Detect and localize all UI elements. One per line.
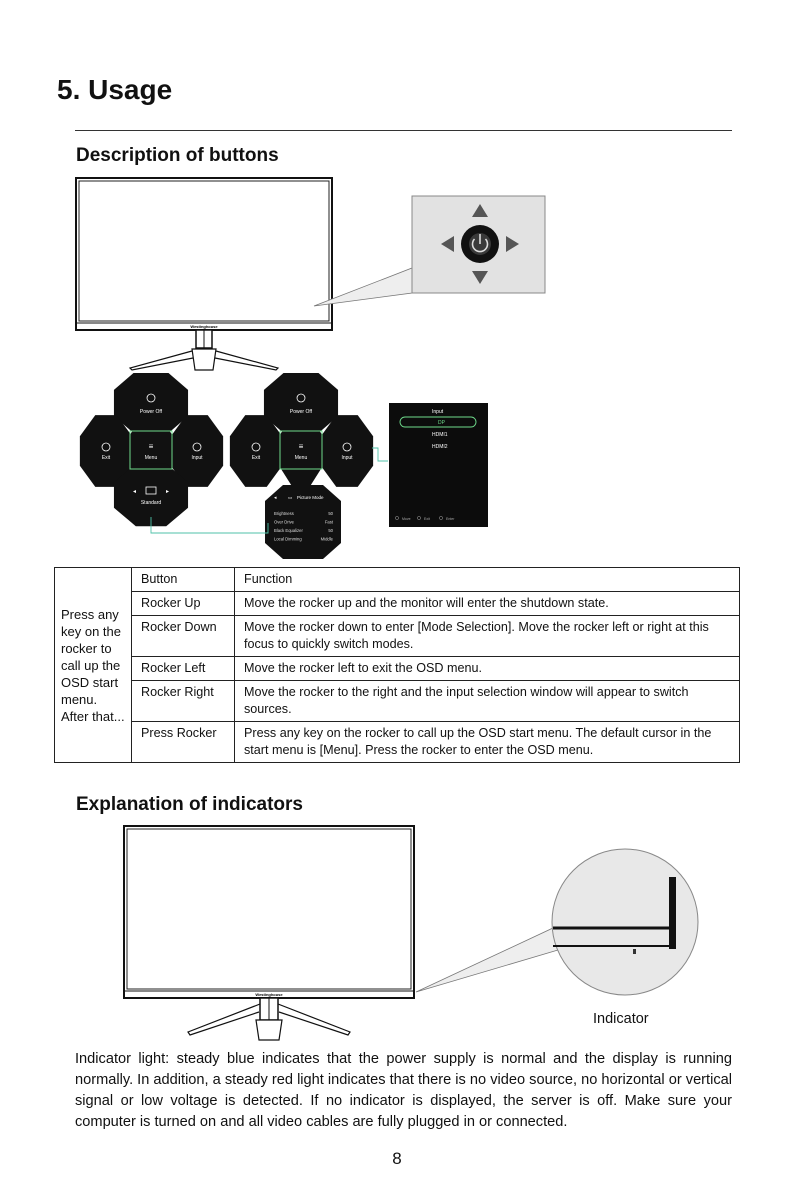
svg-text:Input: Input <box>191 455 203 461</box>
picture-setting-label: Black Equalizer <box>274 528 303 533</box>
svg-text:▸: ▸ <box>166 489 170 495</box>
footer-hint-label: Exit <box>424 517 430 521</box>
menu-icon: ≡ <box>298 442 304 451</box>
table-intro-cell: Press any key on the rocker to call up the OSD start menu. After that... <box>55 568 132 763</box>
button-name-cell: Rocker Down <box>132 616 235 657</box>
svg-text:Input: Input <box>432 409 444 415</box>
table-header-row <box>55 568 740 592</box>
osd-start-menu-b <box>230 373 373 487</box>
button-function-cell: Move the rocker to the right and the input selection window will appear to switch sources. <box>235 681 740 722</box>
picture-setting-value: Middle <box>320 536 333 542</box>
button-function-cell: Move the rocker up and the monitor will enter the shutdown state. <box>235 592 740 616</box>
brand-logo: Westinghouse <box>190 324 218 329</box>
table-row <box>55 681 740 722</box>
input-option: HDMI1 <box>432 432 448 438</box>
picture-setting-label: Brightness <box>274 511 294 516</box>
svg-text:Menu: Menu <box>294 455 308 461</box>
picture-setting-value: 50 <box>328 511 333 516</box>
rocker-callout <box>300 190 560 320</box>
table-row <box>55 657 740 681</box>
svg-text:Menu: Menu <box>144 455 158 461</box>
input-selection-panel <box>389 403 488 527</box>
button-function-cell: Move the rocker left to exit the OSD menu. <box>235 657 740 681</box>
footer-hint-label: Move <box>402 517 411 521</box>
picture-setting-label: Local Dimming <box>274 536 302 542</box>
svg-text:Standard: Standard <box>140 500 162 506</box>
page-title: 5. Usage <box>57 74 173 105</box>
table-row <box>55 722 740 763</box>
indicator-label: Indicator <box>593 1011 649 1027</box>
input-option: DP <box>438 420 445 426</box>
svg-text:◂: ◂ <box>274 495 277 501</box>
table-row <box>55 592 740 616</box>
svg-text:Input: Input <box>341 455 353 461</box>
osd-menu-diagram <box>78 373 498 565</box>
button-function-cell: Press any key on the rocker to call up the OSD start menu. The default cursor in the start menu is [Menu]. Press the rocker to enter the OSD menu. <box>235 722 740 763</box>
picture-setting-value: 50 <box>328 528 333 533</box>
svg-text:Power Off: Power Off <box>289 409 313 415</box>
osd-start-menu-a <box>80 373 223 526</box>
button-name-cell: Rocker Right <box>132 681 235 722</box>
svg-text:Power Off: Power Off <box>139 409 163 415</box>
svg-text:Exit: Exit <box>251 455 261 461</box>
menu-icon: ≡ <box>148 442 154 451</box>
picture-setting-value: Fast <box>324 519 333 525</box>
button-name-cell: Rocker Up <box>132 592 235 616</box>
svg-text:Exit: Exit <box>101 455 111 461</box>
indicator-zoom <box>552 849 698 995</box>
section-heading-buttons: Description of buttons <box>76 145 279 166</box>
title-divider <box>75 130 732 131</box>
page-number: 8 <box>392 1149 402 1168</box>
button-name-cell: Press Rocker <box>132 722 235 763</box>
button-function-cell: Move the rocker down to enter [Mode Selection]. Move the rocker left or right at this focus to quickly switch modes. <box>235 616 740 657</box>
indicator-light <box>633 949 636 954</box>
picture-mode-panel <box>265 485 341 559</box>
column-header-button: Button <box>132 568 235 592</box>
power-rocker-icon <box>461 225 499 263</box>
column-header-function: Function <box>235 568 740 592</box>
footer-hint-label: Enter <box>446 517 455 521</box>
svg-text:Picture Mode: Picture Mode <box>297 495 324 500</box>
brand-logo: Westinghouse <box>255 992 283 997</box>
button-function-table <box>54 567 740 763</box>
svg-text:◂: ◂ <box>133 489 137 495</box>
picture-setting-label: Over Drive <box>274 519 295 525</box>
indicator-description: Indicator light: steady blue indicates that the power supply is normal and the display is running normally. In addition, a steady red light indicates that there is no video source, no horizontal or vertical signal or low voltage is detected. If no indicator is displayed, the server is off. Make sure your computer is turned on and all video cables are fully plugged in or connected. <box>75 1051 732 1130</box>
button-name-cell: Rocker Left <box>132 657 235 681</box>
section-heading-indicators: Explanation of indicators <box>76 794 303 815</box>
input-option: HDMI2 <box>432 444 448 450</box>
table-row <box>55 616 740 657</box>
picture-mode-icon: ▭ <box>288 495 293 500</box>
